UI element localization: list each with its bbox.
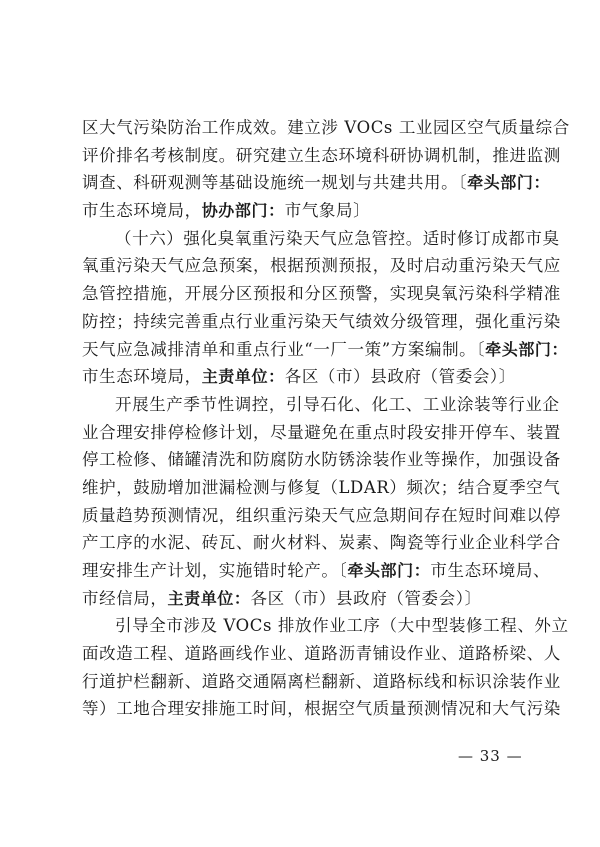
text-line <box>82 114 570 142</box>
text-segment: 引导全市涉及 VOCs 排放作业工序（大中型装修工程、外立 <box>115 616 569 636</box>
text-segment: 天气应急减排清单和重点行业“一厂一策”方案编制。〔 <box>82 339 486 359</box>
text-line <box>82 280 561 308</box>
text-segment: 区大气污染防治工作成效。建立涉 VOCs 工业园区空气质量综合 <box>82 118 570 137</box>
text-line <box>82 557 551 585</box>
body-text <box>82 114 570 723</box>
text-segment: 氧重污染天气应急预案，根据预测预报，及时启动重污染天气应 <box>82 256 561 276</box>
text-segment: 质量趋势预测情况，组织重污染天气应急期间存在短时间难以停 <box>82 505 561 525</box>
text-line <box>82 336 569 364</box>
text-line <box>82 585 526 613</box>
text-segment: 行道护栏翻新、道路交通隔离栏翻新、道路标线和标识涂装作业 <box>82 671 561 691</box>
text-segment: 市气象局〕 <box>284 201 371 221</box>
text-segment: 防控；持续完善重点行业重污染天气绩效分级管理，强化重污染 <box>82 311 561 331</box>
bold-label: 协办部门： <box>201 201 285 221</box>
page-number: — 33 — <box>458 747 523 765</box>
text-segment: 各区（市）县政府（管委会）〕 <box>284 367 516 387</box>
text-segment: 维护，鼓励增加泄漏检测与修复（LDAR）频次；结合夏季空气 <box>82 477 561 497</box>
text-segment: 评价排名考核制度。研究建立生态环境科研协调机制，推进监测 <box>82 145 561 165</box>
text-segment: 急管控措施，开展分区预报和分区预警，实现臭氧污染科学精准 <box>82 284 561 304</box>
text-segment: 调查、科研观测等基础设施统一规划与共建共用。〔 <box>82 173 468 193</box>
bold-label: 牵头部门： <box>467 173 551 193</box>
text-line <box>82 695 561 723</box>
text-segment: 市生态环境局、 <box>430 561 551 580</box>
text-segment: 各区（市）县政府（管委会）〕 <box>250 588 482 608</box>
bold-label: 主责单位： <box>201 367 285 387</box>
text-line <box>82 529 561 557</box>
text-line <box>82 197 526 225</box>
text-segment: 等）工地合理安排施工时间，根据空气质量预测情况和大气污染 <box>82 699 561 719</box>
text-line <box>82 308 561 336</box>
text-segment: 停工检修、储罐清洗和防腐防水防锈涂装作业等操作，加强设备 <box>82 450 561 470</box>
text-segment: 市生态环境局， <box>82 367 202 387</box>
text-segment: 面改造工程、道路画线作业、道路沥青铺设作业、道路桥梁、人 <box>82 644 561 664</box>
text-segment: 理安排生产计划，实施错时轮产。〔 <box>82 561 348 580</box>
text-line <box>82 640 561 668</box>
text-line <box>82 446 561 474</box>
text-line <box>82 363 526 391</box>
bold-label: 牵头部门： <box>485 339 569 359</box>
text-segment: 产工序的水泥、砖瓦、耐火材料、炭素、陶瓷等行业企业科学合 <box>82 533 561 553</box>
bold-label: 牵头部门： <box>347 561 431 580</box>
text-line <box>82 612 569 640</box>
text-segment: 市经信局， <box>82 588 168 608</box>
text-line <box>82 142 561 170</box>
text-segment: 市生态环境局， <box>82 201 202 221</box>
text-line <box>82 419 561 447</box>
text-line <box>82 474 561 502</box>
text-segment: （十六）强化臭氧重污染天气应急管控。适时修订成都市臭 <box>115 228 560 248</box>
text-line <box>82 502 561 530</box>
bold-label: 主责单位： <box>167 588 251 608</box>
text-segment: 业合理安排停检修计划，尽量避免在重点时段安排开停车、装置 <box>82 422 561 442</box>
text-line <box>82 668 561 696</box>
text-line <box>82 169 551 197</box>
text-line <box>82 225 560 253</box>
text-line <box>82 391 560 419</box>
text-line <box>82 252 561 280</box>
text-segment: 开展生产季节性调控，引导石化、化工、工业涂装等行业企 <box>115 394 560 414</box>
